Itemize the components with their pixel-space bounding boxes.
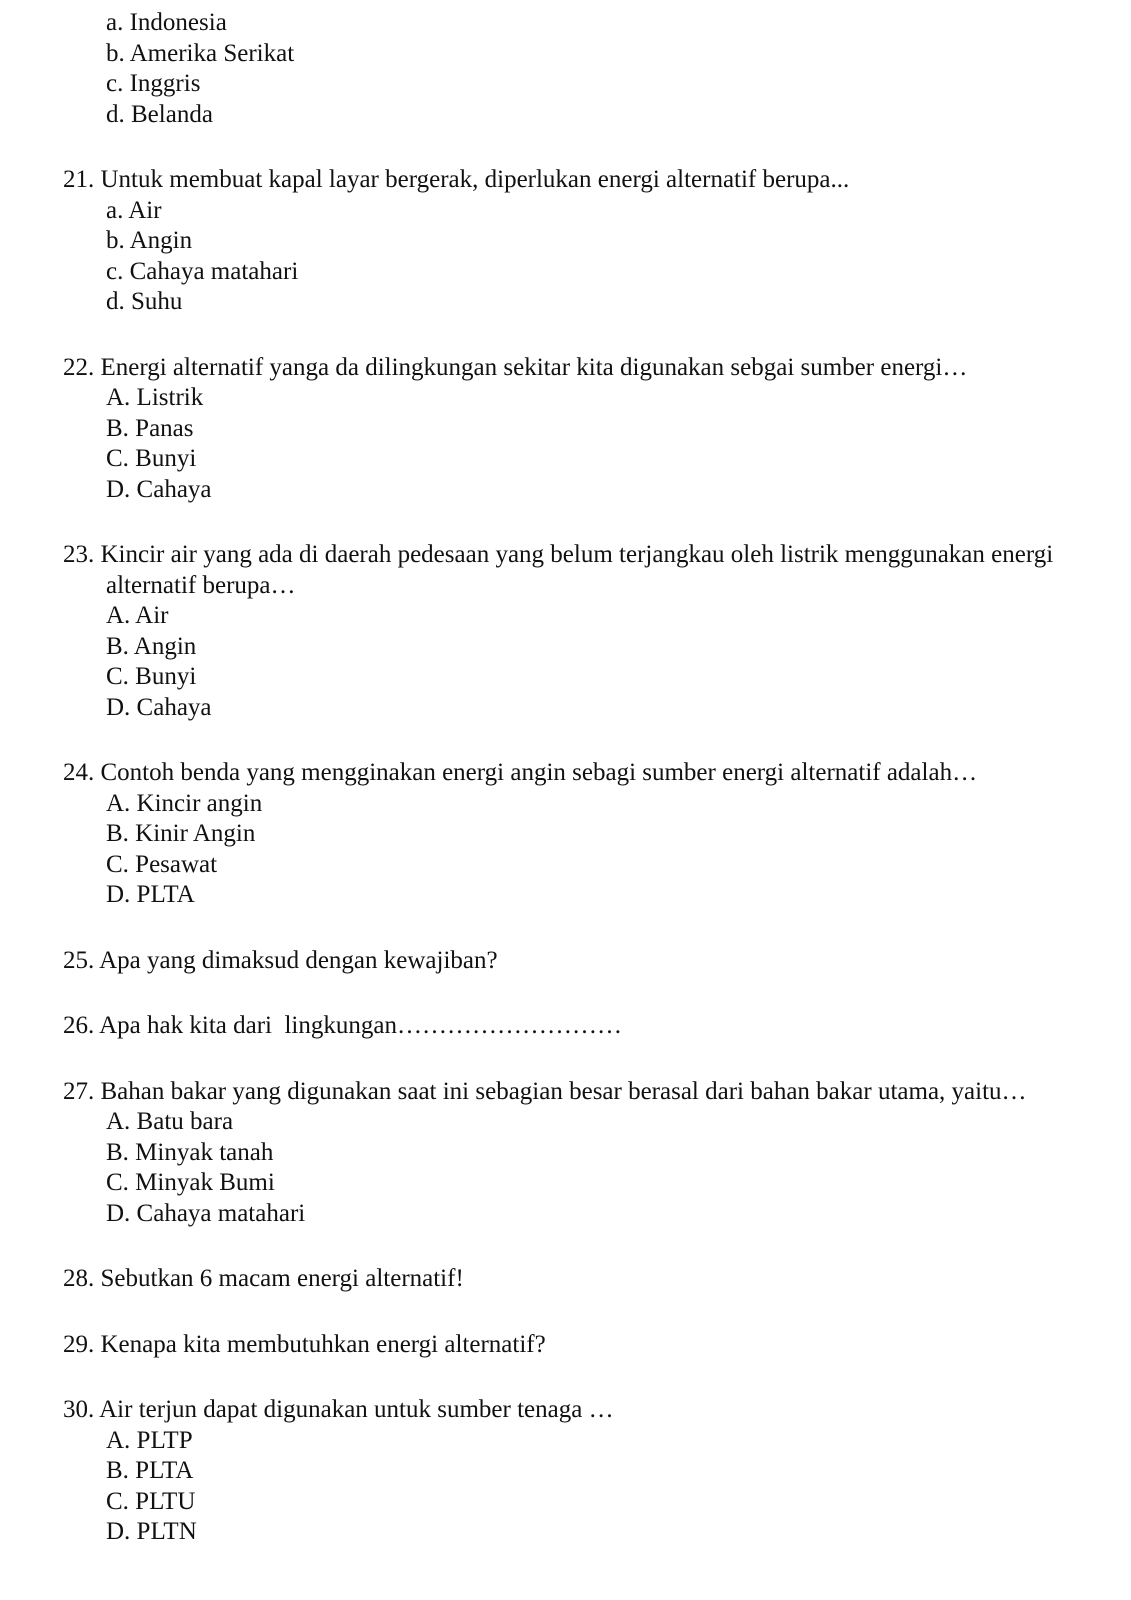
question-text [0,1264,1131,1295]
question-stem: Energi alternatif yanga da dilingkungan sekitar kita digunakan sebgai sumber energi… [100,353,968,381]
option: a. Air [106,196,162,224]
option: B. Minyak tanah [106,1138,274,1166]
option: b. Amerika Serikat [106,39,295,67]
question-text [0,1011,1131,1042]
option: d. Belanda [106,100,213,128]
option: c. Cahaya matahari [106,257,299,285]
question-number: 24. [63,759,95,786]
question-number: 27. [63,1077,95,1105]
question-text [0,353,1131,384]
option: D. PLTN [106,1518,197,1545]
option: C. Minyak Bumi [106,1169,275,1196]
question-stem: Untuk membuat kapal layar bergerak, diperlukan energi alternatif berupa... [100,166,850,193]
option: B. PLTA [106,1457,194,1484]
question-stem: Apa hak kita dari lingkungan……………………… [99,1012,622,1039]
question-text [0,946,1131,977]
option: D. Cahaya matahari [106,1199,306,1227]
question-number: 30. [63,1396,95,1423]
option: d. Suhu [106,288,183,315]
option: B. Angin [106,632,197,660]
question-23 [0,540,1131,723]
option: A. Kincir angin [106,789,263,817]
question-text [0,1330,1131,1361]
question-21 [0,165,1131,318]
carryover-options [0,8,1131,130]
question-22 [0,353,1131,506]
question-number: 25. [63,946,95,974]
question-number: 29. [63,1330,95,1358]
question-text [0,1395,1131,1426]
question-stem: Air terjun dapat digunakan untuk sumber tenaga … [99,1396,614,1423]
question-text [0,540,1066,601]
option: D. PLTA [106,881,195,908]
option: c. Inggris [106,70,201,97]
option: A. Batu bara [106,1108,234,1135]
question-number: 21. [63,166,95,193]
option: C. Bunyi [106,663,197,690]
question-29 [0,1330,1131,1361]
question-number: 23. [63,541,95,568]
option: B. Kinir Angin [106,820,256,847]
option: C. PLTU [106,1487,196,1515]
option: A. PLTP [106,1426,193,1454]
question-24 [0,758,1131,911]
question-stem: Kenapa kita membutuhkan energi alternatif? [100,1330,546,1358]
option: A. Listrik [106,384,204,411]
option: C. Bunyi [106,445,197,472]
worksheet-page [0,8,1131,1548]
question-text [0,165,1131,196]
question-27 [0,1077,1131,1230]
question-26 [0,1011,1131,1042]
question-number: 26. [63,1012,95,1039]
question-number: 22. [63,353,95,381]
option: A. Air [106,602,169,629]
option: a. Indonesia [106,9,227,36]
question-stem: Contoh benda yang mengginakan energi angin sebagi sumber energi alternatif adalah… [100,759,978,786]
option: b. Angin [106,227,193,254]
option: D. Cahaya [106,475,212,503]
question-stem: Bahan bakar yang digunakan saat ini sebagian besar berasal dari bahan bakar utama, yaitu… [100,1077,1027,1105]
question-number: 28. [63,1265,95,1292]
option: C. Pesawat [106,850,218,878]
question-text [0,758,1131,789]
question-stem: Apa yang dimaksud dengan kewajiban? [99,946,498,974]
question-stem: Sebutkan 6 macam energi alternatif! [100,1265,464,1292]
question-28 [0,1264,1131,1295]
option: B. Panas [106,414,194,442]
question-stem: Kincir air yang ada di daerah pedesaan yang belum terjangkau oleh listrik menggunakan energi alternatif berupa… [100,541,1054,599]
option: D. Cahaya [106,693,212,721]
question-25 [0,946,1131,977]
question-text [0,1077,1131,1108]
question-30 [0,1395,1131,1548]
